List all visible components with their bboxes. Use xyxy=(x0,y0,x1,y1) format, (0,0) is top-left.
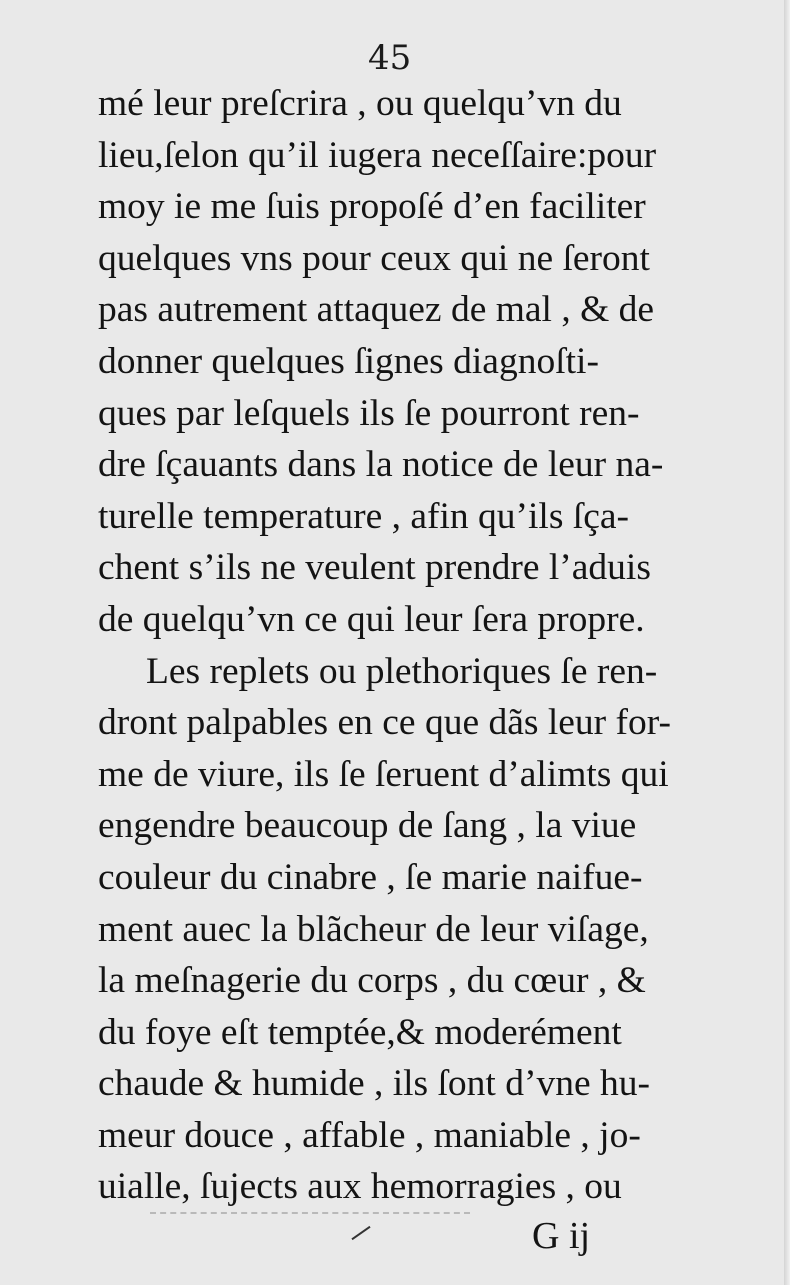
text-line: ques par leſquels ils ſe pourront ren- xyxy=(98,392,640,434)
text-line: dront palpables en ce que dãs leur for- xyxy=(98,702,671,744)
text-line: chent s’ils ne veulent prendre l’aduis xyxy=(98,547,651,589)
text-line: lieu,ſelon qu’il iugera neceſſaire:pour xyxy=(98,134,657,176)
text-line: mé leur preſcrira , ou quelqu’vn du xyxy=(98,83,622,124)
text-line: donner quelques ſignes diagnoſti- xyxy=(98,340,599,382)
text-line: du foye eſt temptée,& moderément xyxy=(98,1011,622,1053)
text-line: Les replets ou plethoriques ſe ren- xyxy=(146,650,658,692)
text-line: chaude & humide , ils ſont d’vne hu- xyxy=(98,1063,650,1105)
text-line: engendre beaucoup de ſang , la viue xyxy=(98,805,637,847)
page-number: 45 xyxy=(368,38,412,78)
catchword-rule xyxy=(150,1212,470,1214)
text-line: moy ie me ſuis propoſé d’en faciliter xyxy=(98,186,646,228)
text-line: quelques vns pour ceux qui ne ſeront xyxy=(98,237,650,279)
text-line: me de viure, ils ſe ſeruent d’alimts qui xyxy=(98,753,669,795)
ink-mark xyxy=(351,1226,370,1240)
text-line: dre ſçauants dans la notice de leur na- xyxy=(98,444,664,486)
text-line: ment auec la blãcheur de leur viſage, xyxy=(98,908,649,950)
text-line: la meſnagerie du corps , du cœur , & xyxy=(98,960,646,1002)
text-line: couleur du cinabre , ſe marie naifue- xyxy=(98,856,643,898)
text-line: turelle temperature , afin qu’ils ſça- xyxy=(98,495,630,537)
signature-mark: G ij xyxy=(532,1215,591,1257)
text-line: meur douce , affable , maniable , jo- xyxy=(98,1114,641,1156)
page-edge-shadow xyxy=(784,0,790,1285)
text-line: uialle, ſujects aux hemorragies , ou xyxy=(98,1166,622,1208)
text-line: de quelqu’vn ce qui leur ſera propre. xyxy=(98,598,645,640)
text-line: pas autrement attaquez de mal , & de xyxy=(98,289,655,331)
body-text xyxy=(98,78,738,1213)
